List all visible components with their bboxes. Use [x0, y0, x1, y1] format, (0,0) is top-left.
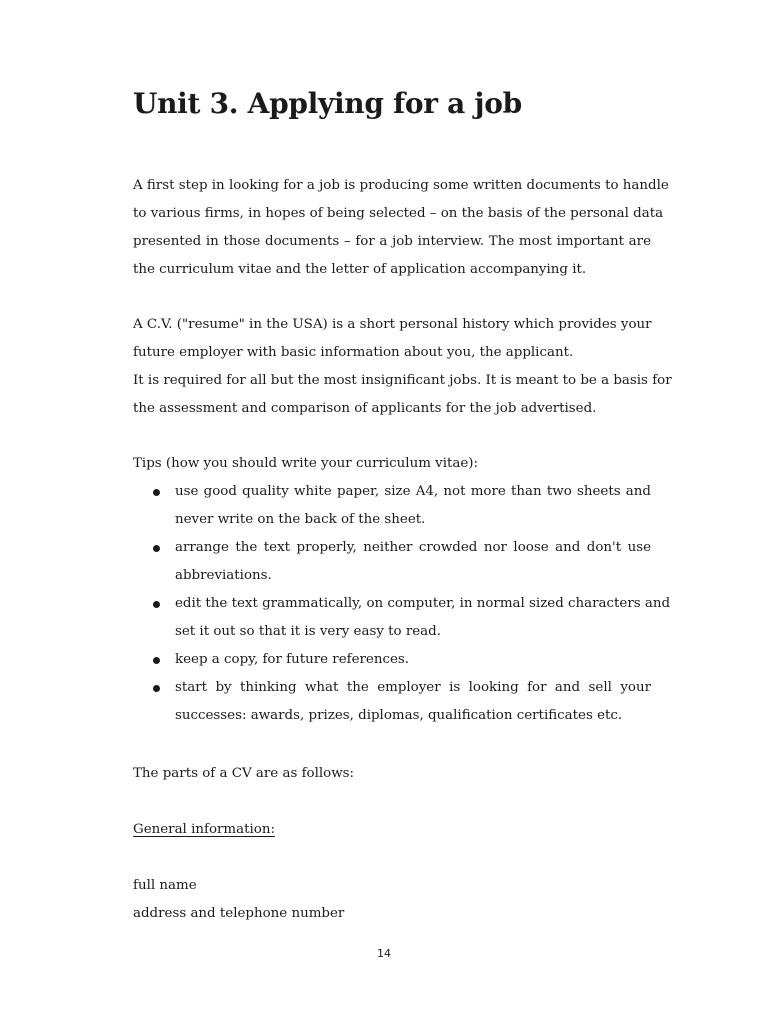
cv-requirement-line: It is required for all but the most insignificant jobs. It is meant to be a basis for	[133, 373, 672, 388]
tip-text	[175, 534, 651, 590]
tip-line: keep a copy, for future references.	[175, 652, 410, 667]
tip-item	[133, 674, 651, 730]
cv-definition-line: future employer with basic information about you, the applicant.	[133, 345, 574, 360]
tip-item	[133, 646, 651, 674]
tips-list	[133, 478, 671, 730]
bullet-icon	[153, 601, 160, 608]
cv-requirement-paragraph	[133, 367, 672, 423]
intro-line: the curriculum vitae and the letter of application accompanying it.	[133, 262, 587, 277]
parts-intro: The parts of a CV are as follows:	[133, 766, 355, 781]
bullet-icon	[153, 489, 160, 496]
cv-definition-line: A C.V. ("resume" in the USA) is a short personal history which provides your	[133, 317, 652, 332]
unit-title: Unit 3. Applying for a job	[133, 87, 522, 120]
tip-line: use good quality white paper, size A4, not more than two sheets and	[175, 484, 651, 499]
general-information-item: address and telephone number	[133, 906, 345, 921]
tips-intro: Tips (how you should write your curriculum vitae):	[133, 456, 479, 471]
tip-text	[175, 646, 651, 674]
intro-paragraph	[133, 172, 669, 284]
tip-text	[175, 478, 651, 534]
tip-line: set it out so that it is very easy to read.	[175, 624, 441, 639]
tip-line: never write on the back of the sheet.	[175, 512, 426, 527]
bullet-icon	[153, 657, 160, 664]
tip-item	[133, 590, 671, 646]
general-information-heading-block	[133, 816, 651, 844]
general-information-list	[133, 872, 651, 928]
intro-line: A first step in looking for a job is producing some written documents to handle	[133, 178, 669, 193]
intro-line: presented in those documents – for a job interview. The most important are	[133, 234, 651, 249]
tip-line: abbreviations.	[175, 568, 272, 583]
tip-item	[133, 478, 651, 534]
bullet-icon	[153, 545, 160, 552]
tip-line: arrange the text properly, neither crowded nor loose and don't use	[175, 540, 651, 555]
tip-line: edit the text grammatically, on computer, in normal sized characters and	[175, 596, 671, 611]
tips-section	[133, 450, 671, 730]
page-number: 14	[377, 947, 391, 960]
general-information-item: full name	[133, 878, 197, 893]
tip-item	[133, 534, 651, 590]
cv-requirement-line: the assessment and comparison of applicants for the job advertised.	[133, 401, 597, 416]
bullet-icon	[153, 685, 160, 692]
parts-intro-block	[133, 760, 651, 788]
cv-definition-paragraph	[133, 311, 651, 367]
tip-line: successes: awards, prizes, diplomas, qualification certificates etc.	[175, 708, 623, 723]
tip-text	[175, 674, 651, 730]
general-information-heading: General information:	[133, 822, 275, 837]
intro-line: to various firms, in hopes of being selected – on the basis of the personal data	[133, 206, 664, 221]
tip-text	[175, 590, 671, 646]
tip-line: start by thinking what the employer is looking for and sell your	[175, 680, 651, 695]
